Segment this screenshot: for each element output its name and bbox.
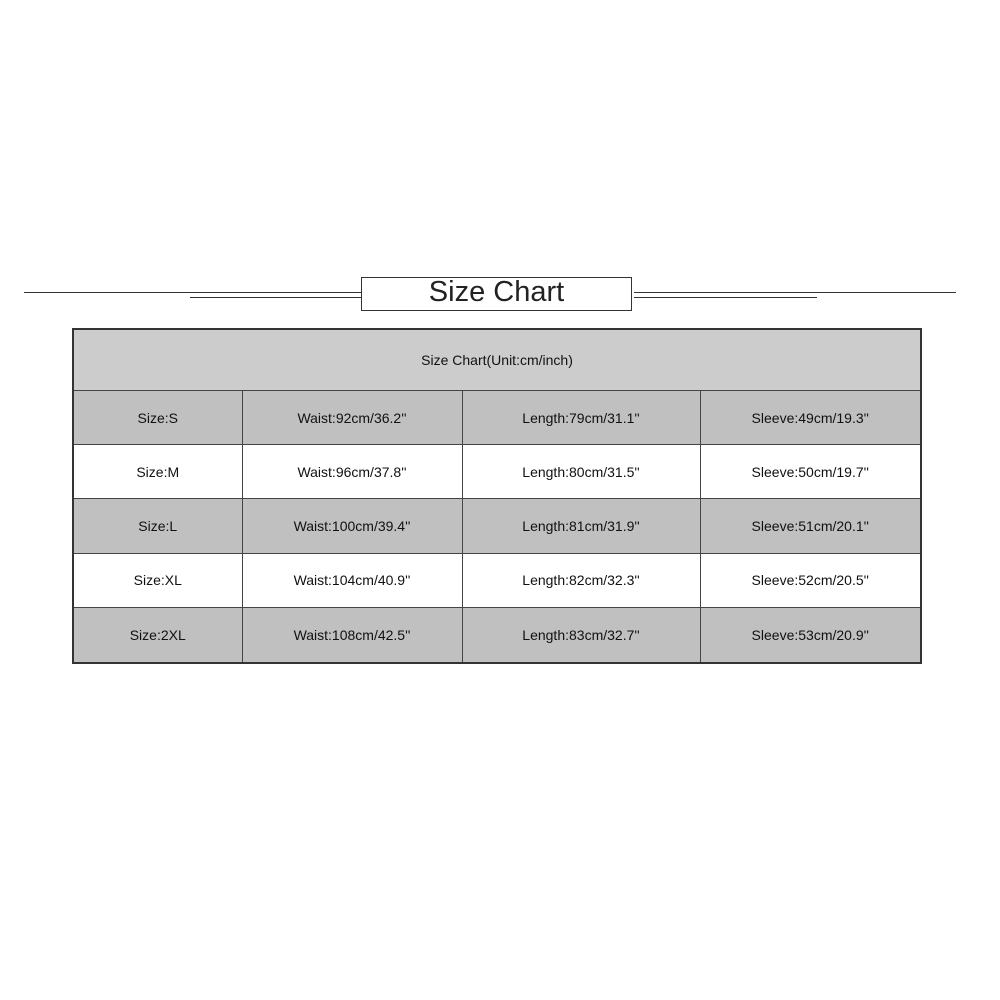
size-cell: Size:2XL — [73, 607, 242, 663]
size-cell: Size:S — [73, 391, 242, 445]
sleeve-cell: Sleeve:50cm/19.7'' — [700, 445, 921, 499]
table-header-cell: Size Chart(Unit:cm/inch) — [73, 329, 921, 391]
title-rule-left-short — [190, 297, 362, 298]
title-box — [361, 277, 632, 311]
title-rule-right-long — [634, 292, 956, 293]
size-cell: Size:L — [73, 499, 242, 553]
waist-cell: Waist:100cm/39.4'' — [242, 499, 462, 553]
size-cell: Size:M — [73, 445, 242, 499]
page-title: Size Chart — [428, 276, 565, 308]
size-cell: Size:XL — [73, 553, 242, 607]
table-row — [73, 391, 921, 445]
table-row — [73, 445, 921, 499]
waist-cell: Waist:104cm/40.9'' — [242, 553, 462, 607]
length-cell: Length:81cm/31.9'' — [462, 499, 700, 553]
waist-cell: Waist:108cm/42.5'' — [242, 607, 462, 663]
title-rule-right-short — [634, 297, 817, 298]
length-cell: Length:80cm/31.5'' — [462, 445, 700, 499]
length-cell: Length:83cm/32.7'' — [462, 607, 700, 663]
table-header-row — [73, 329, 921, 391]
table-row — [73, 553, 921, 607]
title-rule-left-long — [24, 292, 362, 293]
sleeve-cell: Sleeve:53cm/20.9'' — [700, 607, 921, 663]
sleeve-cell: Sleeve:49cm/19.3'' — [700, 391, 921, 445]
table-row — [73, 499, 921, 553]
waist-cell: Waist:92cm/36.2'' — [242, 391, 462, 445]
length-cell: Length:79cm/31.1'' — [462, 391, 700, 445]
waist-cell: Waist:96cm/37.8'' — [242, 445, 462, 499]
size-table — [72, 328, 922, 664]
length-cell: Length:82cm/32.3'' — [462, 553, 700, 607]
sleeve-cell: Sleeve:52cm/20.5'' — [700, 553, 921, 607]
table-row — [73, 607, 921, 663]
sleeve-cell: Sleeve:51cm/20.1'' — [700, 499, 921, 553]
